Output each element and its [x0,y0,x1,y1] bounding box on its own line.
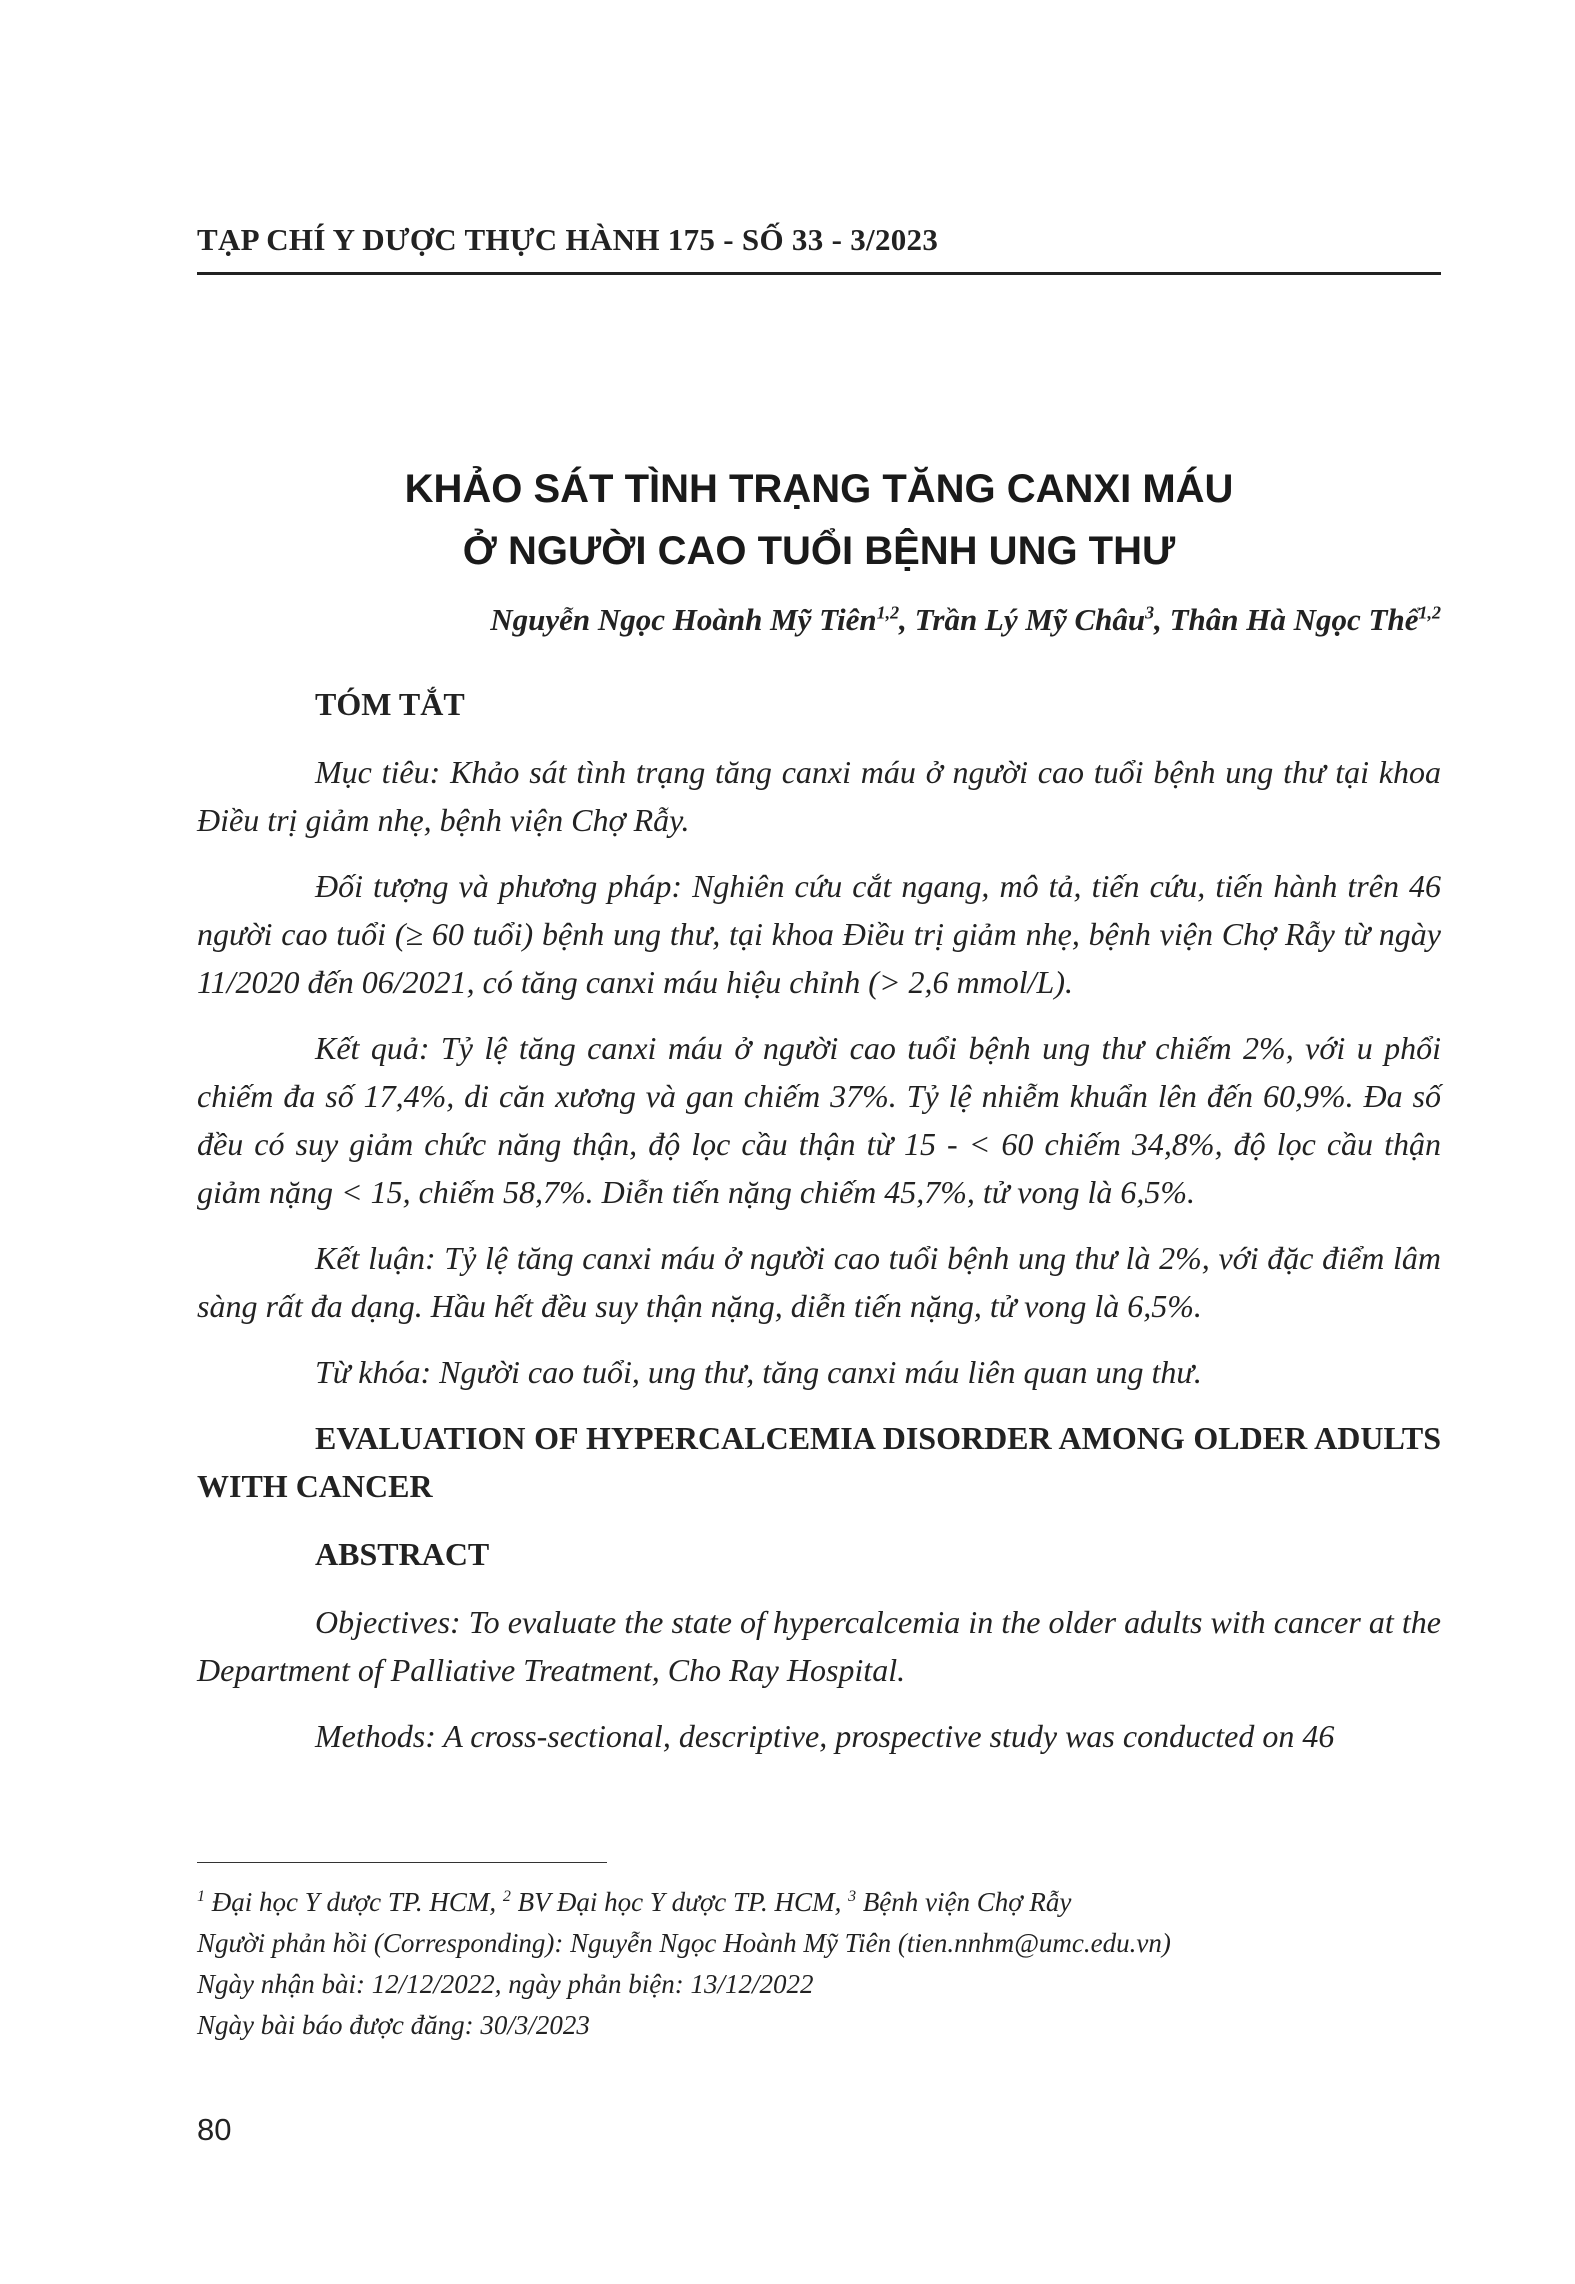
affiliation-separator: , [834,1887,849,1917]
author-name: Trần Lý Mỹ Châu [914,602,1146,637]
article-body [197,680,1441,1778]
article-title [197,458,1441,582]
footnote-divider [197,1862,607,1863]
article-title-line-2: Ở NGƯỜI CAO TUỔI BỆNH UNG THƯ [462,529,1176,573]
vi-methods: Đối tượng và phương pháp: Nghiên cứu cắt ngang, mô tả, tiến cứu, tiến hành trên 46 người cao tuổi (≥ 60 tuổi) bệnh ung thư, tại khoa Điều trị giảm nhẹ, bệnh viện Chợ Rẫy từ ngày 11/2020 đến 06/2021, có tăng canxi máu hiệu chỉnh (> 2,6 mmol/L). [197,868,1441,1000]
affiliation-number: 3 [848,1888,857,1905]
author-separator: , [899,602,915,637]
footnote-corresponding: Người phản hồi (Corresponding): Nguyễn Ngọc Hoành Mỹ Tiên (tien.nnhm@umc.edu.vn) [197,1928,1171,1958]
vi-keywords: Từ khóa: Người cao tuổi, ung thư, tăng canxi máu liên quan ung thư. [315,1354,1202,1390]
affiliation-separator: , [489,1887,503,1917]
affiliation-name: BV Đại học Y dược TP. HCM [517,1887,835,1917]
author-affiliation: 3 [1145,602,1155,623]
en-methods: Methods: A cross-sectional, descriptive, prospective study was conducted on 46 [315,1718,1335,1754]
en-objectives: Objectives: To evaluate the state of hypercalcemia in the older adults with cancer at the Department of Palliative Treatment, Cho Ray Hospital. [197,1604,1441,1688]
vi-abstract-heading: TÓM TẮT [315,686,465,722]
affiliation-name: Bệnh viện Chợ Rẫy [862,1887,1072,1917]
article-title-line-1: KHẢO SÁT TÌNH TRẠNG TĂNG CANXI MÁU [404,467,1234,511]
en-title: EVALUATION OF HYPERCALCEMIA DISORDER AMONG OLDER ADULTS WITH CANCER [197,1420,1441,1504]
affiliation-number: 1 [197,1888,205,1905]
running-header: TẠP CHÍ Y DƯỢC THỰC HÀNH 175 - SỐ 33 - 3/2023 [197,222,1441,275]
footnote-received: Ngày nhận bài: 12/12/2022, ngày phản biện: 13/12/2022 [197,1969,814,1999]
en-abstract-heading: ABSTRACT [315,1536,490,1572]
vi-results: Kết quả: Tỷ lệ tăng canxi máu ở người cao tuổi bệnh ung thư chiếm 2%, với u phổi chiếm đa số 17,4%, di căn xương và gan chiếm 37%. Tỷ lệ nhiễm khuẩn lên đến 60,9%. Đa số đều có suy giảm chức năng thận, độ lọc cầu thận từ 15 - < 60 chiếm 34,8%, độ lọc cầu thận giảm nặng < 15, chiếm 58,7%. Diễn tiến nặng chiếm 45,7%, tử vong là 6,5%. [197,1030,1441,1210]
footnotes [197,1876,1441,2046]
author-separator: , [1154,602,1170,637]
affiliation-number: 2 [502,1888,511,1905]
footnote-published: Ngày bài báo được đăng: 30/3/2023 [197,2010,590,2040]
author-list [197,602,1441,638]
vi-conclusion: Kết luận: Tỷ lệ tăng canxi máu ở người cao tuổi bệnh ung thư là 2%, với đặc điểm lâm sàng rất đa dạng. Hầu hết đều suy thận nặng, diễn tiến nặng, tử vong là 6,5%. [197,1240,1441,1324]
author-affiliation: 1,2 [1418,602,1441,623]
author-affiliation: 1,2 [876,602,900,623]
page-number: 80 [197,2112,232,2147]
author-name: Nguyễn Ngọc Hoành Mỹ Tiên [490,602,877,637]
footnote-affiliations [197,1876,1441,1923]
vi-objectives: Mục tiêu: Khảo sát tình trạng tăng canxi máu ở người cao tuổi bệnh ung thư tại khoa Điều trị giảm nhẹ, bệnh viện Chợ Rẫy. [197,754,1441,838]
author-name: Thân Hà Ngọc Thể [1169,602,1419,637]
affiliation-name: Đại học Y dược TP. HCM [211,1887,490,1917]
